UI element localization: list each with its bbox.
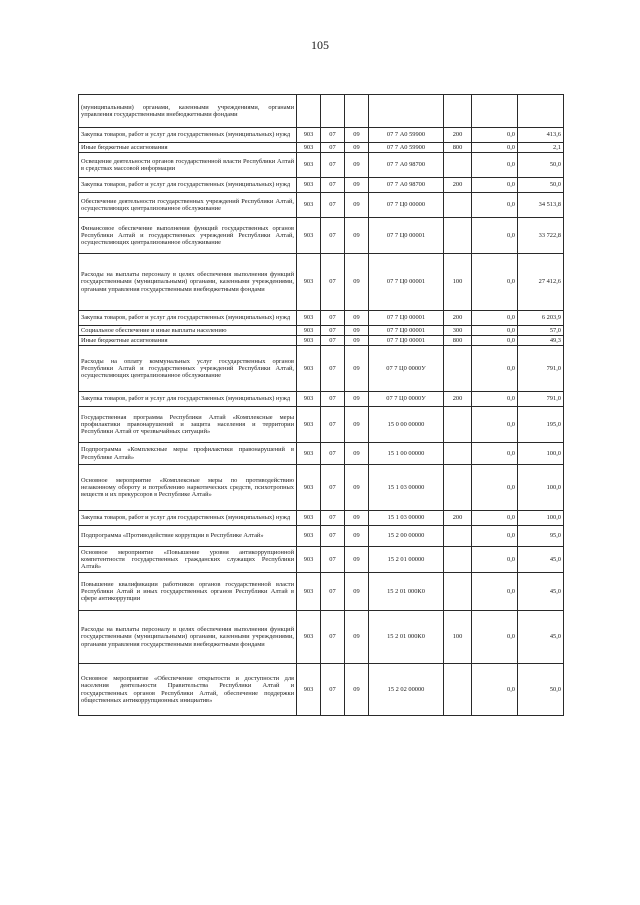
row-description: Повышение квалификации работников органов государственной власти Республики Алтай и иных государственных органов Республики Алтай в сфере антикоррупции	[79, 573, 297, 611]
admin-code: 903	[297, 664, 321, 716]
section-code: 07	[321, 526, 345, 547]
section-code: 07	[321, 407, 345, 443]
target-article-code: 15 2 01 00000	[369, 547, 444, 573]
target-article-code: 15 2 01 000К0	[369, 611, 444, 664]
amount-column-1: 0,0	[472, 443, 518, 465]
target-article-code: 07 7 Ц0 00001	[369, 336, 444, 346]
table-row	[79, 326, 564, 336]
table-row	[79, 178, 564, 193]
amount-column-2: 27 412,6	[518, 254, 564, 311]
target-article-code: 07 7 Ц0 00001	[369, 326, 444, 336]
target-article-code: 15 0 00 00000	[369, 407, 444, 443]
subsection-code: 09	[345, 326, 369, 336]
admin-code: 903	[297, 311, 321, 326]
amount-column-2: 57,0	[518, 326, 564, 336]
admin-code	[297, 95, 321, 128]
row-description: Подпрограмма «Комплексные меры профилактики правонарушений в Республике Алтай»	[79, 443, 297, 465]
amount-column-2: 95,0	[518, 526, 564, 547]
admin-code: 903	[297, 128, 321, 143]
amount-column-2: 50,0	[518, 664, 564, 716]
amount-column-2: 49,3	[518, 336, 564, 346]
row-description: Расходы на выплаты персоналу в целях обеспечения выполнения функций государственными (муниципальными) органами, казенными учреждениями, органами управления государственными внебюджетными фондами	[79, 254, 297, 311]
section-code: 07	[321, 128, 345, 143]
section-code: 07	[321, 193, 345, 218]
table-row	[79, 193, 564, 218]
admin-code: 903	[297, 178, 321, 193]
subsection-code: 09	[345, 547, 369, 573]
target-article-code: 07 7 А0 98700	[369, 153, 444, 178]
section-code: 07	[321, 664, 345, 716]
admin-code: 903	[297, 573, 321, 611]
subsection-code: 09	[345, 392, 369, 407]
row-description: Освещение деятельности органов государственной власти Республики Алтай в средствах массовой информации	[79, 153, 297, 178]
admin-code: 903	[297, 526, 321, 547]
section-code: 07	[321, 573, 345, 611]
row-description: Расходы на оплату коммунальных услуг государственных органов Республики Алтай и государственных учреждений Республики Алтай, осуществляющих централизованное обслуживание	[79, 346, 297, 392]
admin-code: 903	[297, 143, 321, 153]
section-code: 07	[321, 443, 345, 465]
admin-code: 903	[297, 346, 321, 392]
row-description: Иные бюджетные ассигнования	[79, 336, 297, 346]
amount-column-2: 2,1	[518, 143, 564, 153]
subsection-code: 09	[345, 311, 369, 326]
section-code: 07	[321, 254, 345, 311]
admin-code: 903	[297, 392, 321, 407]
expense-type-code	[444, 526, 472, 547]
subsection-code: 09	[345, 407, 369, 443]
expense-type-code	[444, 573, 472, 611]
amount-column-2: 100,0	[518, 443, 564, 465]
target-article-code: 07 7 А0 59900	[369, 143, 444, 153]
target-article-code: 07 7 Ц0 00001	[369, 218, 444, 254]
subsection-code: 09	[345, 153, 369, 178]
row-description: Обеспечение деятельности государственных учреждений Республики Алтай, осуществляющих централизованное обслуживание	[79, 193, 297, 218]
table-row	[79, 392, 564, 407]
amount-column-2: 45,0	[518, 611, 564, 664]
section-code: 07	[321, 326, 345, 336]
section-code: 07	[321, 547, 345, 573]
amount-column-1: 0,0	[472, 611, 518, 664]
admin-code: 903	[297, 153, 321, 178]
expense-type-code: 800	[444, 143, 472, 153]
expense-type-code: 200	[444, 311, 472, 326]
admin-code: 903	[297, 465, 321, 511]
subsection-code	[345, 95, 369, 128]
row-description: Закупка товаров, работ и услуг для государственных (муниципальных) нужд	[79, 311, 297, 326]
target-article-code: 07 7 Ц0 0000У	[369, 392, 444, 407]
subsection-code: 09	[345, 336, 369, 346]
table-row	[79, 443, 564, 465]
amount-column-2: 100,0	[518, 465, 564, 511]
section-code: 07	[321, 346, 345, 392]
section-code: 07	[321, 153, 345, 178]
expense-type-code: 100	[444, 611, 472, 664]
table-row	[79, 95, 564, 128]
admin-code: 903	[297, 218, 321, 254]
target-article-code: 07 7 Ц0 00001	[369, 254, 444, 311]
subsection-code: 09	[345, 193, 369, 218]
target-article-code: 07 7 Ц0 0000У	[369, 346, 444, 392]
admin-code: 903	[297, 511, 321, 526]
expense-type-code	[444, 547, 472, 573]
table-row	[79, 611, 564, 664]
amount-column-2: 45,0	[518, 547, 564, 573]
table-row	[79, 547, 564, 573]
expense-type-code: 200	[444, 511, 472, 526]
expense-type-code	[444, 95, 472, 128]
target-article-code: 07 7 Ц0 00000	[369, 193, 444, 218]
amount-column-1: 0,0	[472, 218, 518, 254]
amount-column-2: 6 203,9	[518, 311, 564, 326]
row-description: Иные бюджетные ассигнования	[79, 143, 297, 153]
amount-column-1: 0,0	[472, 392, 518, 407]
admin-code: 903	[297, 407, 321, 443]
admin-code: 903	[297, 336, 321, 346]
amount-column-2	[518, 95, 564, 128]
subsection-code: 09	[345, 526, 369, 547]
expense-type-code	[444, 407, 472, 443]
subsection-code: 09	[345, 573, 369, 611]
amount-column-1	[472, 95, 518, 128]
amount-column-1: 0,0	[472, 254, 518, 311]
expense-type-code	[444, 465, 472, 511]
table-row	[79, 407, 564, 443]
table-row	[79, 128, 564, 143]
amount-column-2: 413,6	[518, 128, 564, 143]
target-article-code: 15 2 02 00000	[369, 664, 444, 716]
subsection-code: 09	[345, 664, 369, 716]
row-description: Расходы на выплаты персоналу в целях обеспечения выполнения функций государственными (муниципальными) органами, казенными учреждениями, органами управления государственными внебюджетными фондами	[79, 611, 297, 664]
admin-code: 903	[297, 326, 321, 336]
table-row	[79, 254, 564, 311]
row-description: Закупка товаров, работ и услуг для государственных (муниципальных) нужд	[79, 392, 297, 407]
amount-column-1: 0,0	[472, 311, 518, 326]
section-code: 07	[321, 336, 345, 346]
expense-type-code	[444, 153, 472, 178]
amount-column-2: 33 722,8	[518, 218, 564, 254]
amount-column-2: 791,0	[518, 392, 564, 407]
expense-type-code: 300	[444, 326, 472, 336]
section-code: 07	[321, 465, 345, 511]
amount-column-1: 0,0	[472, 153, 518, 178]
subsection-code: 09	[345, 218, 369, 254]
section-code: 07	[321, 143, 345, 153]
target-article-code: 15 2 00 00000	[369, 526, 444, 547]
expense-type-code: 200	[444, 392, 472, 407]
section-code: 07	[321, 611, 345, 664]
table-row	[79, 218, 564, 254]
amount-column-1: 0,0	[472, 407, 518, 443]
budget-table	[78, 94, 564, 716]
amount-column-2: 50,0	[518, 153, 564, 178]
amount-column-2: 50,0	[518, 178, 564, 193]
target-article-code: 07 7 А0 98700	[369, 178, 444, 193]
subsection-code: 09	[345, 511, 369, 526]
row-description: Основное мероприятие «Повышение уровня антикоррупционной компетентности государственных гражданских служащих Республики Алтай»	[79, 547, 297, 573]
section-code: 07	[321, 218, 345, 254]
amount-column-1: 0,0	[472, 664, 518, 716]
budget-table-body	[79, 95, 564, 716]
page-number: 105	[311, 38, 329, 52]
section-code	[321, 95, 345, 128]
subsection-code: 09	[345, 128, 369, 143]
section-code: 07	[321, 392, 345, 407]
table-row	[79, 526, 564, 547]
expense-type-code	[444, 443, 472, 465]
amount-column-1: 0,0	[472, 143, 518, 153]
table-row	[79, 143, 564, 153]
amount-column-1: 0,0	[472, 346, 518, 392]
section-code: 07	[321, 178, 345, 193]
subsection-code: 09	[345, 254, 369, 311]
target-article-code: 07 7 А0 59900	[369, 128, 444, 143]
table-row	[79, 664, 564, 716]
amount-column-2: 34 513,8	[518, 193, 564, 218]
expense-type-code	[444, 218, 472, 254]
row-description: Финансовое обеспечение выполнения функций государственных органов Республики Алтай и государственных учреждений Республики Алтай, осуществляющих централизованное обслуживание	[79, 218, 297, 254]
amount-column-1: 0,0	[472, 526, 518, 547]
section-code: 07	[321, 511, 345, 526]
section-code: 07	[321, 311, 345, 326]
table-row	[79, 153, 564, 178]
row-description: (муниципальными) органами, казенными учреждениями, органами управления государственными внебюджетными фондами	[79, 95, 297, 128]
amount-column-1: 0,0	[472, 178, 518, 193]
target-article-code: 15 2 01 000К0	[369, 573, 444, 611]
amount-column-2: 791,0	[518, 346, 564, 392]
admin-code: 903	[297, 443, 321, 465]
row-description: Государственная программа Республики Алтай «Комплексные меры профилактики правонарушений и защита населения и территории Республики Алтай от чрезвычайных ситуаций»	[79, 407, 297, 443]
row-description: Закупка товаров, работ и услуг для государственных (муниципальных) нужд	[79, 178, 297, 193]
table-row	[79, 511, 564, 526]
subsection-code: 09	[345, 143, 369, 153]
subsection-code: 09	[345, 178, 369, 193]
amount-column-1: 0,0	[472, 573, 518, 611]
target-article-code: 15 1 00 00000	[369, 443, 444, 465]
expense-type-code: 200	[444, 128, 472, 143]
row-description: Закупка товаров, работ и услуг для государственных (муниципальных) нужд	[79, 128, 297, 143]
row-description: Основное мероприятие «Комплексные меры по противодействию незаконному обороту и потреблению наркотических средств, психотропных веществ и их прекурсоров в Республике Алтай»	[79, 465, 297, 511]
subsection-code: 09	[345, 443, 369, 465]
amount-column-1: 0,0	[472, 128, 518, 143]
amount-column-1: 0,0	[472, 193, 518, 218]
subsection-code: 09	[345, 465, 369, 511]
subsection-code: 09	[345, 611, 369, 664]
admin-code: 903	[297, 254, 321, 311]
table-row	[79, 346, 564, 392]
amount-column-1: 0,0	[472, 326, 518, 336]
expense-type-code: 800	[444, 336, 472, 346]
row-description: Закупка товаров, работ и услуг для государственных (муниципальных) нужд	[79, 511, 297, 526]
amount-column-1: 0,0	[472, 547, 518, 573]
table-row	[79, 336, 564, 346]
expense-type-code: 200	[444, 178, 472, 193]
amount-column-2: 195,0	[518, 407, 564, 443]
amount-column-1: 0,0	[472, 465, 518, 511]
amount-column-1: 0,0	[472, 336, 518, 346]
target-article-code: 07 7 Ц0 00001	[369, 311, 444, 326]
amount-column-2: 45,0	[518, 573, 564, 611]
expense-type-code	[444, 346, 472, 392]
row-description: Основное мероприятие «Обеспечение открытости и доступности для населения деятельности Правительства Республики Алтай и государственных органов Республики Алтай, обеспечение поддержки общественных антикоррупционных инициатив»	[79, 664, 297, 716]
subsection-code: 09	[345, 346, 369, 392]
amount-column-1: 0,0	[472, 511, 518, 526]
admin-code: 903	[297, 547, 321, 573]
target-article-code: 15 1 03 00000	[369, 465, 444, 511]
expense-type-code	[444, 664, 472, 716]
admin-code: 903	[297, 193, 321, 218]
target-article-code	[369, 95, 444, 128]
row-description: Социальное обеспечение и иные выплаты населению	[79, 326, 297, 336]
row-description: Подпрограмма «Противодействие коррупции в Республике Алтай»	[79, 526, 297, 547]
table-row	[79, 311, 564, 326]
expense-type-code	[444, 193, 472, 218]
admin-code: 903	[297, 611, 321, 664]
amount-column-2: 100,0	[518, 511, 564, 526]
target-article-code: 15 1 03 00000	[369, 511, 444, 526]
table-row	[79, 573, 564, 611]
table-row	[79, 465, 564, 511]
expense-type-code: 100	[444, 254, 472, 311]
